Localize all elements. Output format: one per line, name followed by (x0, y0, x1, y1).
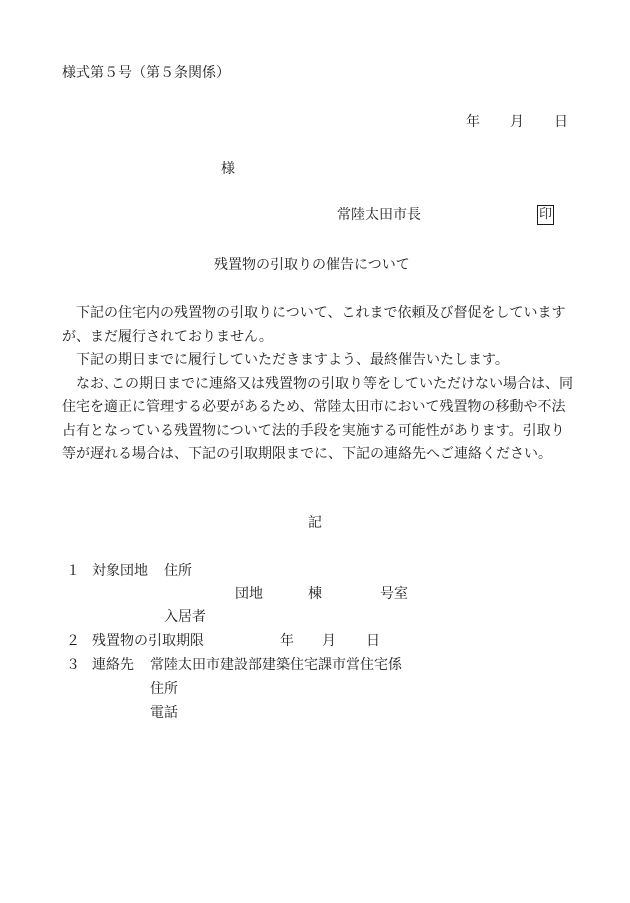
item-3-label: 連絡先 (92, 657, 134, 673)
item-2-label: 残置物の引取期限 (92, 633, 204, 649)
body-paragraph: 下記の期日までに履行していただきますよう、最終催告いたします。 (76, 352, 509, 368)
seal-box: 印 (537, 205, 554, 225)
form-number: 様式第５号（第５条関係） (62, 65, 230, 81)
date-year-label: 年 (466, 114, 480, 130)
sender-name: 常陸太田市長 (337, 207, 421, 223)
ki-heading: 記 (308, 515, 322, 531)
item-3-phone-label: 電話 (150, 705, 178, 721)
item-1-building-label: 棟 (308, 586, 322, 602)
item-1-number: １ (66, 563, 80, 579)
item-1-room-label: 号室 (380, 586, 408, 602)
item-2-month-label: 月 (322, 633, 336, 649)
body-text (62, 302, 574, 467)
date-day-label: 日 (554, 114, 568, 130)
item-2-number: ２ (66, 633, 80, 649)
date-month-label: 月 (510, 114, 524, 130)
item-1-danchi-label: 団地 (235, 586, 263, 602)
body-paragraph: 下記の住宅内の残置物の引取りについて、これまで依頼及び督促をしていますが、まだ履行されておりません。 (62, 305, 566, 345)
item-1-label: 対象団地 (92, 563, 148, 579)
item-2-year-label: 年 (280, 633, 294, 649)
item-2-day-label: 日 (366, 633, 380, 649)
document-title: 残置物の引取りの催告について (214, 257, 410, 273)
item-3-number: ３ (66, 657, 80, 673)
body-paragraph: なお､この期日までに連絡又は残置物の引取り等をしていただけない場合は、同住宅を適正に管理する必要があるため、常陸太田市において残置物の移動や不法占有となっている残置物について法的手段を実施する可能性があります。引取り等が遅れる場合は、下記の引取期限までに、下記の連絡先へご連絡ください。 (62, 375, 573, 462)
item-3-office: 常陸太田市建設部建築住宅課市営住宅係 (150, 657, 402, 673)
item-3-address-label: 住所 (150, 681, 178, 697)
item-1-address-label: 住所 (164, 563, 192, 579)
addressee-suffix: 様 (221, 161, 235, 177)
item-1-resident-label: 入居者 (164, 609, 206, 625)
